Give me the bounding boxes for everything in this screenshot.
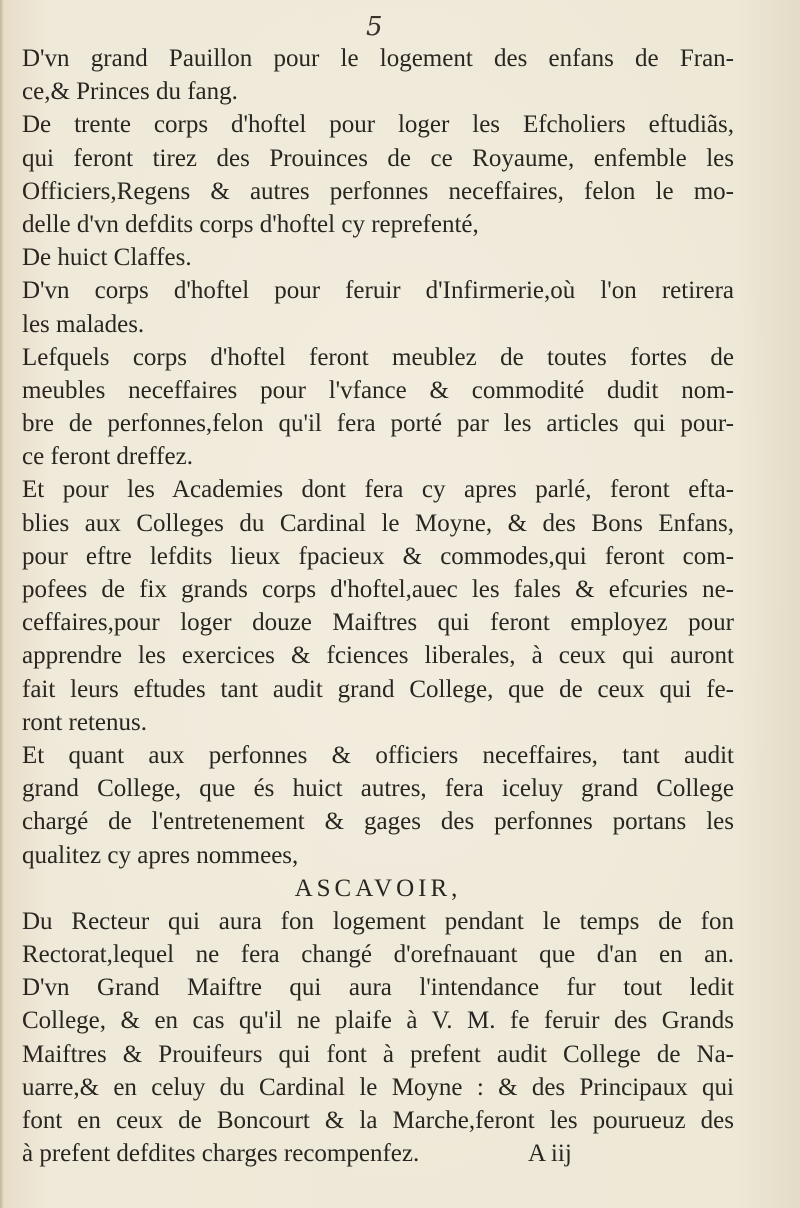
page-number: 5 xyxy=(366,12,383,42)
text-line: Et pour les Academies dont fera cy apres parlé, feront efta- xyxy=(22,476,734,504)
text-line: blies aux Colleges du Cardinal le Moyne, & des Bons Enfans, xyxy=(22,509,734,537)
text-line: D'vn Grand Maiftre qui aura l'intendance fur tout ledit xyxy=(22,974,734,1002)
text-line: pofees de fix grands corps d'hoftel,auec les fales & efcuries ne- xyxy=(22,576,734,603)
section-heading: ASCAVOIR, xyxy=(294,874,462,902)
text-line: les malades. xyxy=(22,310,145,338)
signature-mark: A iij xyxy=(528,1140,572,1167)
text-line: Lefquels corps d'hoftel feront meublez de toutes fortes de xyxy=(22,343,734,371)
text-line: Et quant aux perfonnes & officiers neceffaires, tant audit xyxy=(22,741,734,769)
body-text xyxy=(22,42,734,1170)
text-line: uarre,& en celuy du Cardinal le Moyne : & des Principaux qui xyxy=(22,1073,734,1101)
text-line: fait leurs eftudes tant audit grand College, que de ceux qui fe- xyxy=(22,675,734,703)
text-line: grand College, que és huict autres, fera iceluy grand College xyxy=(22,775,734,803)
text-line: Du Recteur qui aura fon logement pendant le temps de fon xyxy=(22,907,734,935)
text-line: qui feront tirez des Prouinces de ce Royaume, enfemble les xyxy=(22,144,734,172)
text-line: meubles neceffaires pour l'vfance & commodité dudit nom- xyxy=(22,376,734,404)
text-line: D'vn corps d'hoftel pour feruir d'Infirmerie,où l'on retirera xyxy=(22,277,734,305)
text-line: D'vn grand Pauillon pour le logement des enfans de Fran- xyxy=(22,45,734,72)
text-line: ront retenus. xyxy=(22,708,147,736)
text-line: Rectorat,lequel ne fera changé d'orefnauant que d'an en an. xyxy=(22,941,734,969)
text-line: chargé de l'entretenement & gages des perfonnes portans les xyxy=(22,808,734,836)
text-line: ce feront dreffez. xyxy=(22,443,193,471)
text-line: bre de perfonnes,felon qu'il fera porté par les articles qui pour- xyxy=(22,410,734,438)
text-line: ceffaires,pour loger douze Maiftres qui feront employez pour xyxy=(22,609,734,637)
page-gutter-shadow xyxy=(0,0,4,1208)
text-line: Officiers,Regens & autres perfonnes neceffaires, felon le mo- xyxy=(22,177,734,205)
text-line: College, & en cas qu'il ne plaife à V. M. fe feruir des Grands xyxy=(22,1007,734,1035)
text-line: delle d'vn defdits corps d'hoftel cy reprefenté, xyxy=(22,210,479,238)
text-line: font en ceux de Boncourt & la Marche,feront les pourueuz des xyxy=(22,1107,734,1134)
text-line: Maiftres & Prouifeurs qui font à prefent audit College de Na- xyxy=(22,1040,734,1068)
text-line: qualitez cy apres nommees, xyxy=(22,841,299,869)
text-line: De huict Claffes. xyxy=(22,244,192,272)
text-line: à prefent defdites charges recompenfez. xyxy=(22,1140,420,1168)
text-line: ce,& Princes du fang. xyxy=(22,78,238,106)
text-line: De trente corps d'hoftel pour loger les Efcholiers eftudiãs, xyxy=(22,111,734,139)
text-line: apprendre les exercices & fciences liberales, à ceux qui auront xyxy=(22,642,734,670)
text-line: pour eftre lefdits lieux fpacieux & commodes,qui feront com- xyxy=(22,542,734,570)
